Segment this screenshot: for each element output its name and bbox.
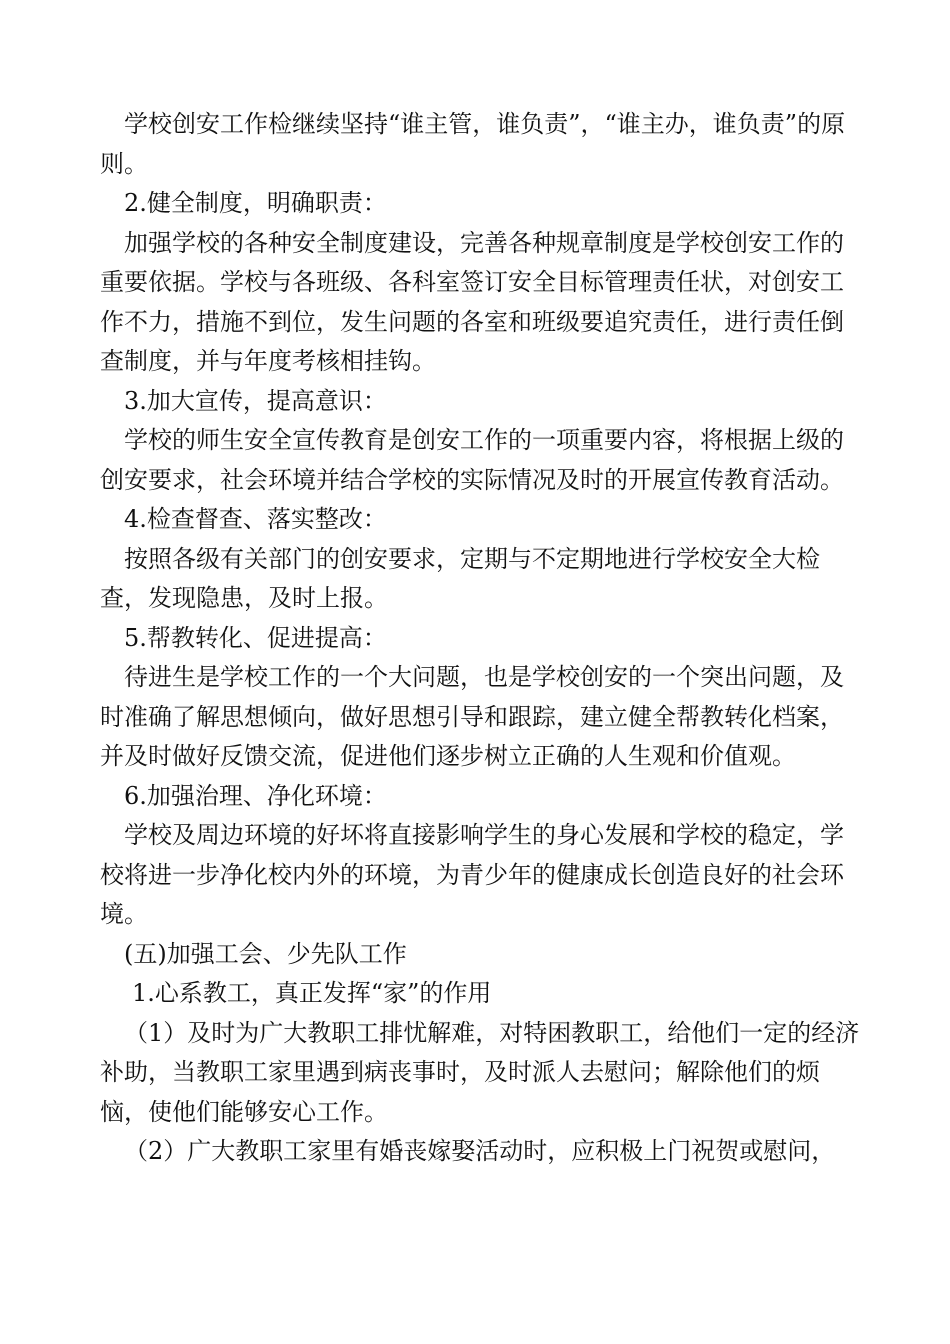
heading-system-duties: 2.健全制度，明确职责： xyxy=(124,189,387,217)
heading-care-staff: 1.心系教工，真正发挥“家”的作用 xyxy=(132,979,492,1007)
paragraph-system-duties: 加强学校的各种安全制度建设，完善各种规章制度是学校创安工作的重要依据。学校与各班级、各科室签订安全目标管理责任状，对创安工作不力，措施不到位，发生问题的各室和班级要追究责任，进行责任倒查制度，并与年度考核相挂钩。 xyxy=(100,228,844,375)
paragraph-publicity-awareness: 学校的师生安全宣传教育是创安工作的一项重要内容，将根据上级的创安要求，社会环境并结合学校的实际情况及时的开展宣传教育活动。 xyxy=(100,426,844,494)
document-body xyxy=(100,105,860,1172)
paragraph-item-1: （1）及时为广大教职工排忧解难，对特困教职工，给他们一定的经济补助，当教职工家里遇到病丧事时，及时派人去慰问；解除他们的烦恼，使他们能够安心工作。 xyxy=(100,1018,860,1126)
heading-governance-environment: 6.加强治理、净化环境： xyxy=(124,781,387,810)
paragraph-responsibility-principle: 学校创安工作检继续坚持“谁主管，谁负责”，“谁主办，谁负责”的原则。 xyxy=(100,110,846,178)
paragraph-inspection-rectification: 按照各级有关部门的创安要求，定期与不定期地进行学校安全大检查，发现隐患，及时上报。 xyxy=(100,544,820,612)
paragraph-governance-environment: 学校及周边环境的好坏将直接影响学生的身心发展和学校的稳定，学校将进一步净化校内外的环境，为青少年的健康成长创造良好的社会环境。 xyxy=(100,821,844,928)
paragraph-help-transform: 待进生是学校工作的一个大问题，也是学校创安的一个突出问题，及时准确了解思想倾向，做好思想引导和跟踪，建立健全帮教转化档案，并及时做好反馈交流，促进他们逐步树立正确的人生观和价值观。 xyxy=(100,663,844,770)
paragraph-item-2: （2）广大教职工家里有婚丧嫁娶活动时，应积极上门祝贺或慰问， xyxy=(124,1137,836,1165)
heading-publicity-awareness: 3.加大宣传，提高意识： xyxy=(124,386,387,415)
heading-inspection-rectification: 4.检查督查、落实整改： xyxy=(124,505,387,533)
heading-help-transform: 5.帮教转化、促进提高： xyxy=(124,623,387,652)
heading-union-pioneers: (五)加强工会、少先队工作 xyxy=(124,939,407,968)
